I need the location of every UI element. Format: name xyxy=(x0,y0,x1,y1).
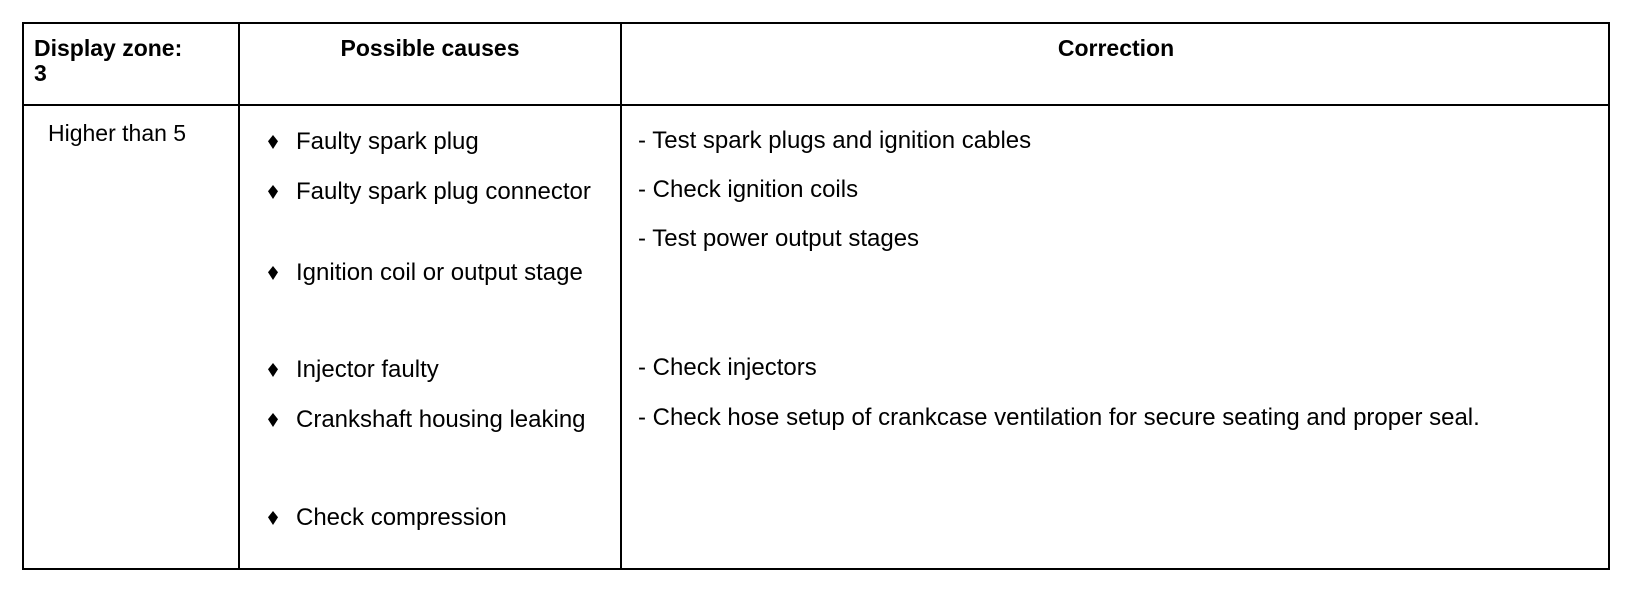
cause-text: Injector faulty xyxy=(296,356,439,383)
correction-item: - Check ignition coils xyxy=(638,176,859,203)
diamond-bullet-icon xyxy=(268,413,278,427)
correction-item: - Test power output stages xyxy=(638,225,920,252)
diamond-bullet-icon xyxy=(268,511,278,525)
diamond-bullet-icon xyxy=(268,266,278,280)
diagnostic-table xyxy=(22,22,1610,570)
correction-item: - Check injectors xyxy=(638,354,817,381)
cause-text: Ignition coil or output stage xyxy=(296,259,583,286)
correction-item: - Check hose setup of crankcase ventilation for secure seating and proper seal. xyxy=(638,404,1480,431)
cause-item xyxy=(268,404,598,436)
cause-text: Faulty spark plug connector xyxy=(296,178,591,205)
header-correction: Correction xyxy=(1057,35,1175,61)
cause-text: Faulty spark plug xyxy=(296,128,479,155)
cause-item xyxy=(268,176,598,208)
header-display-zone: Display zone: 3 xyxy=(34,35,183,86)
cause-item xyxy=(268,354,598,386)
cause-item xyxy=(268,502,598,534)
cause-item xyxy=(268,257,598,289)
cause-text: Crankshaft housing leaking xyxy=(296,406,586,433)
cause-text: Check compression xyxy=(296,504,507,531)
diamond-bullet-icon xyxy=(268,135,278,149)
diamond-bullet-icon xyxy=(268,363,278,377)
header-possible-causes: Possible causes xyxy=(340,35,520,61)
cause-item xyxy=(268,126,598,158)
correction-item: - Test spark plugs and ignition cables xyxy=(638,127,1032,154)
diamond-bullet-icon xyxy=(268,185,278,199)
display-zone-value: Higher than 5 xyxy=(48,120,187,146)
header-row-divider xyxy=(24,104,1608,106)
